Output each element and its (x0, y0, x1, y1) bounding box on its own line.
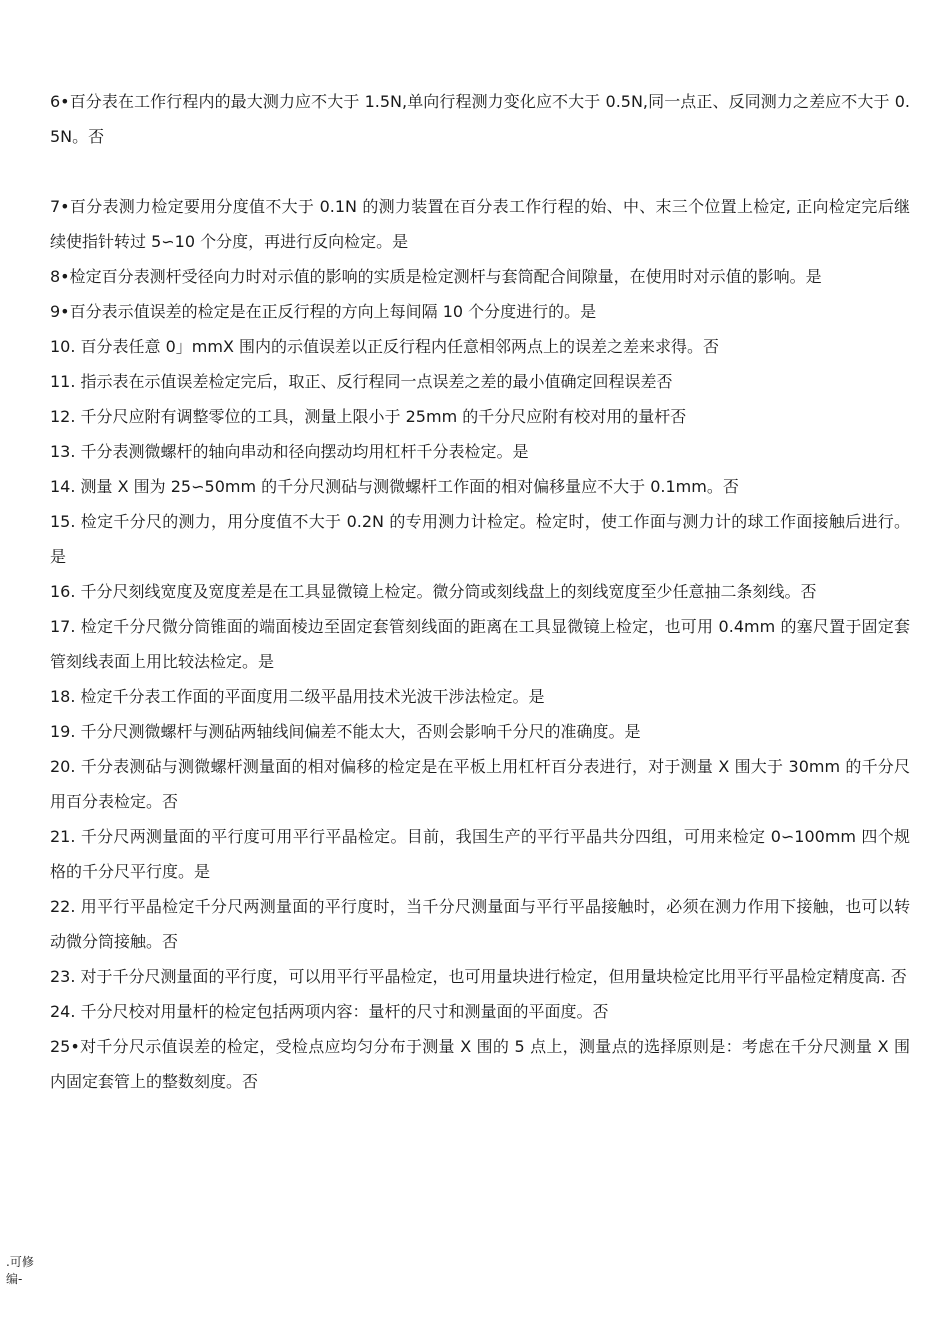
question-item-12: 12. 千分尺应附有调整零位的工具，测量上限小于 25mm 的千分尺应附有校对用的量杆否 (50, 407, 687, 426)
question-item-22: 22. 用平行平晶检定千分尺两测量面的平行度时，当千分尺测量面与平行平晶接触时，必须在测力作用下接触，也可以转动微分筒接触。否 (50, 897, 910, 951)
question-list (50, 84, 910, 1099)
question-item-25: 25•对千分尺示值误差的检定，受检点应均匀分布于测量 X 围的 5 点上，测量点的选择原则是：考虑在千分尺测量 X 围内固定套管上的整数刻度。否 (50, 1037, 910, 1091)
question-item-9: 9•百分表示值误差的检定是在正反行程的方向上每间隔 10 个分度进行的。是 (50, 302, 597, 321)
question-item-19: 19. 千分尺测微螺杆与测砧两轴线间偏差不能太大，否则会影响千分尺的准确度。是 (50, 722, 641, 741)
spacer (50, 154, 910, 189)
footer-line-2: 编- (6, 1272, 23, 1286)
question-item-14: 14. 测量 X 围为 25∽50mm 的千分尺测砧与测微螺杆工作面的相对偏移量应不大于 0.1mm。否 (50, 477, 739, 496)
question-item-7: 7•百分表测力检定要用分度值不大于 0.1N 的测力装置在百分表工作行程的始、中、末三个位置上检定, 正向检定完后继续使指针转过 5∽10 个分度，再进行反向检定。是 (50, 197, 910, 251)
question-item-23: 23. 对于千分尺测量面的平行度，可以用平行平晶检定，也可用量块进行检定，但用量块检定比用平行平晶检定精度高. 否 (50, 967, 907, 986)
question-item-15: 15. 检定千分尺的测力，用分度值不大于 0.2N 的专用测力计检定。检定时，使工作面与测力计的球工作面接触后进行。是 (50, 512, 910, 566)
question-item-21: 21. 千分尺两测量面的平行度可用平行平晶检定。目前，我国生产的平行平晶共分四组，可用来检定 0∽100mm 四个规格的千分尺平行度。是 (50, 827, 910, 881)
question-item-16: 16. 千分尺刻线宽度及宽度差是在工具显微镜上检定。微分筒或刻线盘上的刻线宽度至少任意抽二条刻线。否 (50, 582, 817, 601)
question-item-20: 20. 千分表测砧与测微螺杆测量面的相对偏移的检定是在平板上用杠杆百分表进行，对于测量 X 围大于 30mm 的千分尺用百分表检定。否 (50, 757, 910, 811)
question-item-11: 11. 指示表在示值误差检定完后，取正、反行程同一点误差之差的最小值确定回程误差否 (50, 372, 673, 391)
footer-line-1: .可修 (6, 1255, 34, 1269)
question-item-18: 18. 检定千分表工作面的平面度用二级平晶用技术光波干涉法检定。是 (50, 687, 545, 706)
question-item-13: 13. 千分表测微螺杆的轴向串动和径向摆动均用杠杆千分表检定。是 (50, 442, 529, 461)
question-item-10: 10. 百分表任意 0」mmX 围内的示值误差以正反行程内任意相邻两点上的误差之差来求得。否 (50, 337, 720, 356)
footer-note (6, 1254, 46, 1288)
question-item-24: 24. 千分尺校对用量杆的检定包括两项内容：量杆的尺寸和测量面的平面度。否 (50, 1002, 609, 1021)
question-item-8: 8•检定百分表测杆受径向力时对示值的影响的实质是检定测杆与套筒配合间隙量，在使用时对示值的影响。是 (50, 267, 822, 286)
question-item-17: 17. 检定千分尺微分筒锥面的端面棱边至固定套管刻线面的距离在工具显微镜上检定，也可用 0.4mm 的塞尺置于固定套管刻线表面上用比较法检定。是 (50, 617, 910, 671)
question-item-6: 6•百分表在工作行程内的最大测力应不大于 1.5N,单向行程测力变化应不大于 0.5N,同一点正、反同测力之差应不大于 0.5N。否 (50, 92, 910, 146)
